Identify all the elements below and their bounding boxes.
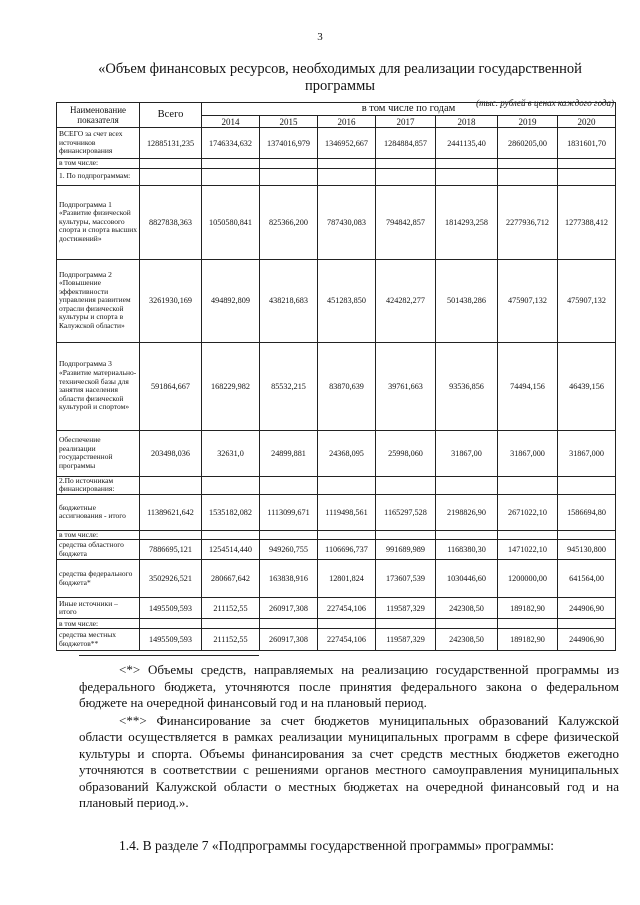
row-label: 2.По источникам финансирования: bbox=[57, 476, 140, 494]
cell-year-2014 bbox=[202, 476, 260, 494]
cell-year-2019: 189182,90 bbox=[498, 598, 558, 619]
cell-year-2014: 32631,0 bbox=[202, 430, 260, 476]
unit-note: (тыс. рублей в ценах каждого года) bbox=[476, 98, 614, 108]
cell-year-2020 bbox=[558, 619, 616, 629]
cell-year-2018: 93536,856 bbox=[436, 342, 498, 430]
cell-total: 12885131,235 bbox=[140, 128, 202, 159]
cell-total: 1495509,593 bbox=[140, 629, 202, 651]
table-row bbox=[57, 476, 616, 494]
footnote-local: <**> Финансирование за счет бюджетов муниципальных образований Калужской области осуществляется в рамках реализации муниципальных программ в сфере физической культуры и спорта. Объемы финансирования за счет средств местных бюджетов ежегодно уточняются в соответствии с решениями органов местного самоуправления муниципальных образований Калужской области о местных бюджетах на очередной финансовый год и на плановый период.». bbox=[79, 712, 619, 810]
table-row bbox=[57, 168, 616, 185]
year-header-2016: 2016 bbox=[318, 116, 376, 128]
footnotes bbox=[79, 662, 619, 813]
cell-year-2014: 1746334,632 bbox=[202, 128, 260, 159]
cell-year-2016: 227454,106 bbox=[318, 629, 376, 651]
cell-year-2017 bbox=[376, 159, 436, 169]
cell-year-2020: 641564,00 bbox=[558, 560, 616, 598]
row-label: Обеспечение реализации государственной программы bbox=[57, 430, 140, 476]
cell-total bbox=[140, 619, 202, 629]
cell-year-2015 bbox=[260, 530, 318, 540]
cell-year-2019 bbox=[498, 476, 558, 494]
cell-year-2016 bbox=[318, 530, 376, 540]
cell-year-2018: 2441135,40 bbox=[436, 128, 498, 159]
cell-year-2016 bbox=[318, 476, 376, 494]
cell-total bbox=[140, 476, 202, 494]
cell-year-2014 bbox=[202, 530, 260, 540]
row-label: Подпрограмма 1 «Развитие физической культуры, массового спорта и спорта высших достижений» bbox=[57, 185, 140, 259]
table-body bbox=[57, 128, 616, 651]
cell-year-2017: 119587,329 bbox=[376, 598, 436, 619]
row-label: средства местных бюджетов** bbox=[57, 629, 140, 651]
cell-year-2020: 1586694,80 bbox=[558, 494, 616, 530]
cell-year-2017 bbox=[376, 619, 436, 629]
cell-year-2018 bbox=[436, 168, 498, 185]
cell-year-2020 bbox=[558, 168, 616, 185]
table-row bbox=[57, 128, 616, 159]
table-row bbox=[57, 185, 616, 259]
table-row bbox=[57, 259, 616, 342]
cell-year-2016: 1346952,667 bbox=[318, 128, 376, 159]
footnote-separator bbox=[79, 655, 259, 656]
document-title: «Объем финансовых ресурсов, необходимых для реализации государственной программы bbox=[98, 61, 582, 94]
cell-year-2015: 85532,215 bbox=[260, 342, 318, 430]
cell-year-2014: 280667,642 bbox=[202, 560, 260, 598]
cell-year-2014: 1050580,841 bbox=[202, 185, 260, 259]
year-header-2019: 2019 bbox=[498, 116, 558, 128]
cell-year-2014: 168229,982 bbox=[202, 342, 260, 430]
cell-total: 591864,667 bbox=[140, 342, 202, 430]
cell-year-2015: 1113099,671 bbox=[260, 494, 318, 530]
cell-year-2020: 475907,132 bbox=[558, 259, 616, 342]
table-row bbox=[57, 560, 616, 598]
row-label: бюджетные ассигнования - итого bbox=[57, 494, 140, 530]
cell-year-2017: 1165297,528 bbox=[376, 494, 436, 530]
cell-year-2017 bbox=[376, 530, 436, 540]
cell-year-2017: 173607,539 bbox=[376, 560, 436, 598]
row-label: в том числе: bbox=[57, 530, 140, 540]
cell-year-2017: 991689,989 bbox=[376, 540, 436, 560]
table-row bbox=[57, 619, 616, 629]
cell-year-2020 bbox=[558, 476, 616, 494]
cell-total: 11389621,642 bbox=[140, 494, 202, 530]
cell-year-2017: 39761,663 bbox=[376, 342, 436, 430]
cell-year-2018 bbox=[436, 619, 498, 629]
cell-year-2015: 949260,755 bbox=[260, 540, 318, 560]
cell-year-2015 bbox=[260, 159, 318, 169]
financing-table bbox=[56, 102, 616, 651]
section-heading: 1.4. В разделе 7 «Подпрограммы государственной программы» программы: bbox=[119, 838, 554, 853]
row-label: Подпрограмма 3 «Развитие материально-технической базы для занятия населения области физической культурой и спортом» bbox=[57, 342, 140, 430]
cell-year-2020: 244906,90 bbox=[558, 598, 616, 619]
row-label: ВСЕГО за счет всех источников финансирования bbox=[57, 128, 140, 159]
row-label: в том числе: bbox=[57, 159, 140, 169]
table-row bbox=[57, 494, 616, 530]
cell-year-2014: 211152,55 bbox=[202, 629, 260, 651]
cell-year-2015: 163838,916 bbox=[260, 560, 318, 598]
cell-year-2015: 825366,200 bbox=[260, 185, 318, 259]
cell-year-2015 bbox=[260, 168, 318, 185]
cell-year-2018: 242308,50 bbox=[436, 629, 498, 651]
cell-total: 8827838,363 bbox=[140, 185, 202, 259]
row-label: в том числе: bbox=[57, 619, 140, 629]
cell-year-2018: 31867,00 bbox=[436, 430, 498, 476]
cell-year-2015: 1374016,979 bbox=[260, 128, 318, 159]
cell-year-2019 bbox=[498, 168, 558, 185]
cell-year-2019: 31867,000 bbox=[498, 430, 558, 476]
cell-year-2017: 25998,060 bbox=[376, 430, 436, 476]
row-label: средства федерального бюджета* bbox=[57, 560, 140, 598]
cell-year-2014: 494892,809 bbox=[202, 259, 260, 342]
cell-year-2016: 12801,824 bbox=[318, 560, 376, 598]
cell-year-2017: 424282,277 bbox=[376, 259, 436, 342]
cell-year-2017: 119587,329 bbox=[376, 629, 436, 651]
cell-year-2018: 1814293,258 bbox=[436, 185, 498, 259]
cell-year-2020: 46439,156 bbox=[558, 342, 616, 430]
cell-year-2020: 945130,800 bbox=[558, 540, 616, 560]
cell-year-2018: 501438,286 bbox=[436, 259, 498, 342]
cell-total bbox=[140, 530, 202, 540]
cell-year-2019: 189182,90 bbox=[498, 629, 558, 651]
cell-year-2020 bbox=[558, 159, 616, 169]
cell-year-2016: 24368,095 bbox=[318, 430, 376, 476]
header-name: Наименование показателя bbox=[57, 103, 140, 128]
cell-year-2017: 794842,857 bbox=[376, 185, 436, 259]
cell-year-2015: 24899,881 bbox=[260, 430, 318, 476]
year-header-2018: 2018 bbox=[436, 116, 498, 128]
page-number: 3 bbox=[317, 31, 323, 43]
cell-year-2018 bbox=[436, 159, 498, 169]
cell-total bbox=[140, 168, 202, 185]
cell-year-2019: 74494,156 bbox=[498, 342, 558, 430]
cell-year-2016: 787430,083 bbox=[318, 185, 376, 259]
cell-year-2014 bbox=[202, 159, 260, 169]
year-header-2017: 2017 bbox=[376, 116, 436, 128]
cell-year-2018 bbox=[436, 530, 498, 540]
row-label: 1. По подпрограммам: bbox=[57, 168, 140, 185]
cell-year-2020: 1831601,70 bbox=[558, 128, 616, 159]
cell-year-2014 bbox=[202, 168, 260, 185]
cell-year-2019: 475907,132 bbox=[498, 259, 558, 342]
table-row bbox=[57, 629, 616, 651]
cell-year-2020: 1277388,412 bbox=[558, 185, 616, 259]
year-header-2015: 2015 bbox=[260, 116, 318, 128]
cell-year-2017 bbox=[376, 168, 436, 185]
row-label: Подпрограмма 2 «Повышение эффективности управления развитием отрасли физической культуры и спорта в Калужской области» bbox=[57, 259, 140, 342]
cell-year-2014: 211152,55 bbox=[202, 598, 260, 619]
row-label: Иные источники – итого bbox=[57, 598, 140, 619]
cell-year-2019: 1471022,10 bbox=[498, 540, 558, 560]
cell-total: 1495509,593 bbox=[140, 598, 202, 619]
cell-total: 3502926,521 bbox=[140, 560, 202, 598]
cell-year-2020: 31867,000 bbox=[558, 430, 616, 476]
cell-year-2016 bbox=[318, 168, 376, 185]
cell-year-2016: 1119498,561 bbox=[318, 494, 376, 530]
year-header-2014: 2014 bbox=[202, 116, 260, 128]
cell-year-2018: 242308,50 bbox=[436, 598, 498, 619]
year-header-2020: 2020 bbox=[558, 116, 616, 128]
cell-year-2020: 244906,90 bbox=[558, 629, 616, 651]
footnote-federal: <*> Объемы средств, направляемых на реализацию государственной программы из федерального бюджета, уточняются после принятия федерального закона о федеральном бюджете на очередной финансовый год и на плановый период. bbox=[79, 662, 619, 710]
cell-year-2020 bbox=[558, 530, 616, 540]
cell-year-2018: 1168380,30 bbox=[436, 540, 498, 560]
cell-total: 203498,036 bbox=[140, 430, 202, 476]
cell-year-2015: 438218,683 bbox=[260, 259, 318, 342]
cell-year-2016: 83870,639 bbox=[318, 342, 376, 430]
cell-year-2016: 1106696,737 bbox=[318, 540, 376, 560]
cell-total bbox=[140, 159, 202, 169]
cell-year-2016 bbox=[318, 619, 376, 629]
cell-year-2014 bbox=[202, 619, 260, 629]
cell-year-2015 bbox=[260, 619, 318, 629]
cell-total: 3261930,169 bbox=[140, 259, 202, 342]
cell-year-2015: 260917,308 bbox=[260, 598, 318, 619]
cell-year-2019: 2277936,712 bbox=[498, 185, 558, 259]
cell-year-2017: 1284884,857 bbox=[376, 128, 436, 159]
header-by-years: в том числе по годам bbox=[202, 103, 616, 116]
cell-year-2018: 1030446,60 bbox=[436, 560, 498, 598]
table-row bbox=[57, 598, 616, 619]
cell-total: 7886695,121 bbox=[140, 540, 202, 560]
header-total: Всего bbox=[140, 103, 202, 128]
cell-year-2014: 1254514,440 bbox=[202, 540, 260, 560]
cell-year-2019 bbox=[498, 530, 558, 540]
table-row bbox=[57, 430, 616, 476]
row-label: средства областного бюджета bbox=[57, 540, 140, 560]
cell-year-2015 bbox=[260, 476, 318, 494]
cell-year-2019: 2671022,10 bbox=[498, 494, 558, 530]
cell-year-2019: 2860205,00 bbox=[498, 128, 558, 159]
table-row bbox=[57, 530, 616, 540]
cell-year-2017 bbox=[376, 476, 436, 494]
table-row bbox=[57, 159, 616, 169]
cell-year-2016: 451283,850 bbox=[318, 259, 376, 342]
cell-year-2018 bbox=[436, 476, 498, 494]
cell-year-2014: 1535182,082 bbox=[202, 494, 260, 530]
cell-year-2018: 2198826,90 bbox=[436, 494, 498, 530]
cell-year-2019 bbox=[498, 159, 558, 169]
table-row bbox=[57, 540, 616, 560]
cell-year-2016 bbox=[318, 159, 376, 169]
table-row bbox=[57, 342, 616, 430]
cell-year-2019 bbox=[498, 619, 558, 629]
cell-year-2016: 227454,106 bbox=[318, 598, 376, 619]
cell-year-2015: 260917,308 bbox=[260, 629, 318, 651]
cell-year-2019: 1200000,00 bbox=[498, 560, 558, 598]
